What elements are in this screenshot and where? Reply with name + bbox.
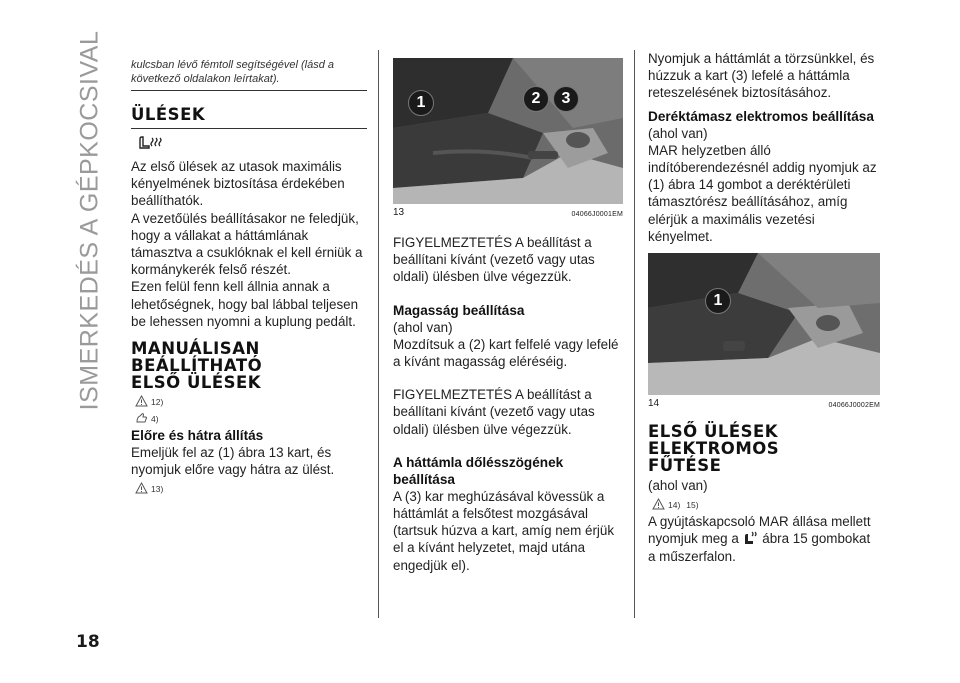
subheading-backrest: A háttámla dőlésszögének beállítása	[393, 454, 564, 487]
paragraph: A (3) kar meghúzásával kövessük a háttámlát a felsőtest mozgásával (tartsuk húzva a kart, amíg nem érjük el a kívánt helyzetet, majd utána engedjük el).	[393, 488, 615, 573]
paragraph: Az első ülések az utasok maximális kényelmének biztosítása érdekében beállíthatók.	[131, 159, 345, 209]
caution-ref: 4)	[135, 410, 367, 424]
figure-caption	[393, 207, 623, 218]
warning-triangle-icon	[652, 498, 665, 510]
section-heading-manual-seats: MANUÁLISAN BEÁLLÍTHATÓ ELSŐ ÜLÉSEK	[131, 339, 263, 393]
paragraph: Ezen felül fenn kell állnia annak a lehetőségnek, hogy bal lábbal teljesen be lehessen nyomni a kuplung pedált.	[131, 279, 359, 329]
caution-hand-icon	[135, 412, 148, 424]
callout-1: 1	[705, 288, 731, 314]
paragraph: A vezetőülés beállításakor ne feledjük, hogy a vállakat a háttámlának támasztva a csuklóknak el kell érniük a kormánykerék felső részét.	[131, 210, 363, 278]
paragraph: MAR helyzetben álló indítóberendezésnél addig nyomjuk az (1) ábra 14 gombot a deréktérületi támasztórész beállításához, amíg elérjük a maximális vezetési kényelmet.	[648, 142, 877, 244]
warning-triangle-icon	[135, 482, 148, 494]
continued-note: kulcsban lévő fémtoll segítségével (lásd a következő oldalakon leírtakat).	[131, 58, 367, 91]
paragraph: FIGYELMEZTETÉS A beállítást a beállítani kívánt (vezető vagy utas oldali) ülésben ülve végezzük.	[393, 235, 595, 285]
paragraph: Nyomjuk a háttámlát a törzsünkkel, és húzzuk a kart (3) lefelé a háttámla reteszelésének biztosításához.	[648, 51, 875, 101]
figure-code: 04066J0001EM	[571, 211, 623, 218]
column-divider	[378, 50, 379, 618]
paragraph: (ahol van)	[393, 319, 453, 335]
callout-2: 2	[523, 86, 549, 112]
figure-number: 13	[393, 207, 405, 218]
warning-ref: 13)	[135, 480, 367, 494]
paragraph: Mozdítsuk a (2) kart felfelé vagy lefelé a kívánt magasság eléréséig.	[393, 336, 619, 370]
paragraph: A gyújtáskapcsoló MAR állása mellett nyomjuk meg a ábra 15 gombokat a műszerfalon.	[648, 514, 871, 564]
chapter-side-title: ISMERKEDÉS A GÉPKOCSIVAL	[75, 30, 104, 410]
paragraph: Emeljük fel az (1) ábra 13 kart, és nyomjuk előre vagy hátra az ülést.	[131, 445, 335, 478]
section-heading-seats: ÜLÉSEK	[131, 107, 367, 129]
warning-triangle-icon	[135, 395, 148, 407]
page-number: 18	[76, 632, 100, 652]
subheading-lumbar: Deréktámasz elektromos beállítása	[648, 108, 874, 124]
figure-caption	[648, 398, 880, 409]
callout-3: 3	[553, 86, 579, 112]
callout-1: 1	[408, 90, 434, 116]
section-heading-seat-heating: ELSŐ ÜLÉSEK ELEKTROMOS FŰTÉSE	[648, 422, 780, 476]
paragraph: FIGYELMEZTETÉS A beállítást a beállítani kívánt (vezető vagy utas oldali) ülésben ülve végezzük.	[393, 387, 595, 437]
seat-heating-icon	[137, 135, 367, 156]
column-divider	[634, 50, 635, 618]
figure-14-lumbar-button	[648, 253, 880, 395]
subheading-fore-aft: Előre és hátra állítás	[131, 428, 264, 444]
figure-code: 04066J0002EM	[828, 402, 880, 410]
figure-13-seat-levers	[393, 58, 623, 204]
column-1	[131, 50, 367, 497]
warning-refs: 14) 15)	[652, 496, 880, 510]
figure-number: 14	[648, 398, 660, 410]
seat-heater-button-icon	[743, 530, 759, 546]
column-3	[648, 50, 880, 565]
column-2	[393, 50, 623, 574]
subheading-height: Magasság beállítása	[393, 302, 525, 318]
paragraph: (ahol van)	[648, 478, 708, 494]
paragraph: (ahol van)	[648, 125, 708, 141]
warning-ref: 12)	[135, 393, 367, 407]
